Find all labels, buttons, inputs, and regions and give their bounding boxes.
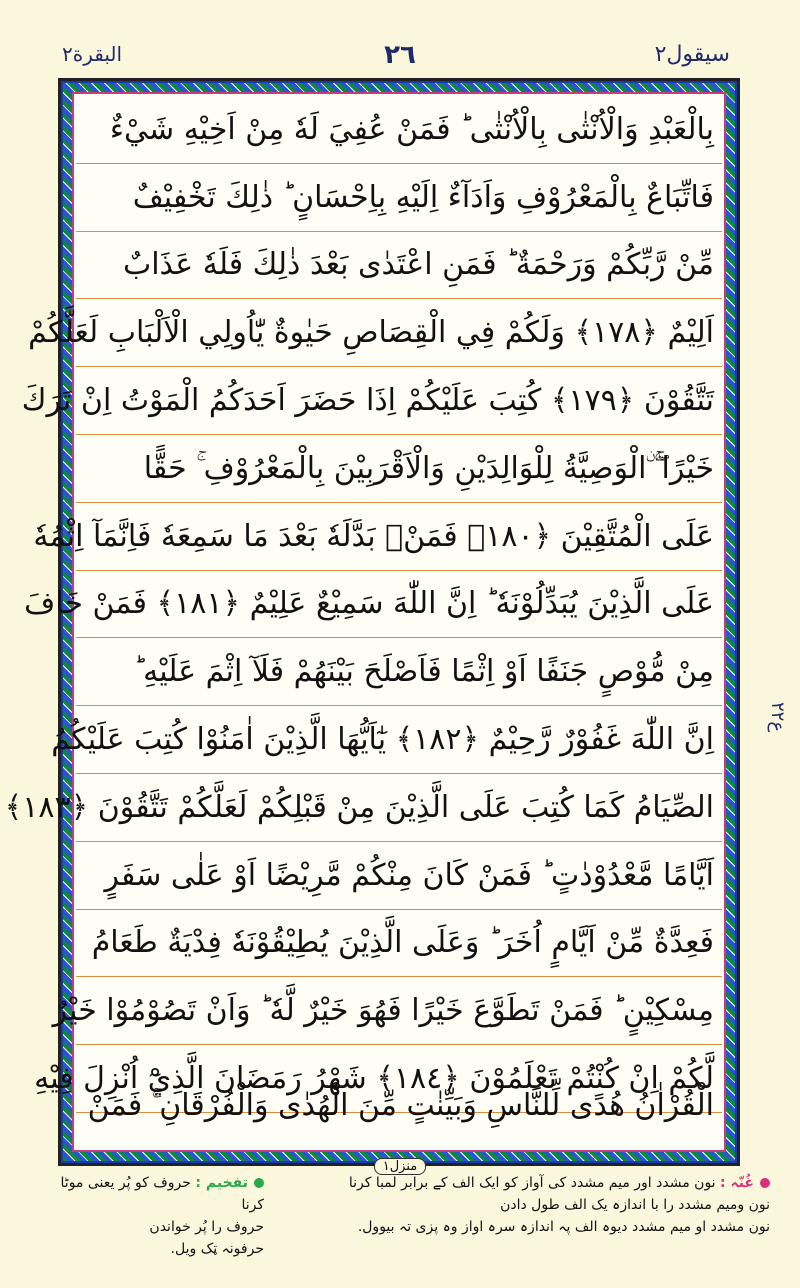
text-line: تَتَّقُوْنَ ﴿١٧٩﴾ كُتِبَ عَلَيْكُمْ اِذَا حَضَرَ اَحَدَكُمُ الْمَوْتُ اِنْ تَرَكَ (76, 367, 722, 435)
juz-name: سيقول٢ (654, 42, 730, 67)
ghunna-line: نون مشدد او میم مشدد دیوہ الف پہ اندازہ سرہ اواز وہ پزی تہ بیوول. (357, 1219, 770, 1235)
ghunna-line: نون ومیم مشدد را با اندازہ یک الف طول دادن (500, 1197, 770, 1213)
tafkheem-term: تفخیم : (195, 1175, 248, 1191)
green-dot-icon (254, 1178, 264, 1188)
manzil-label: منزل١ (0, 1155, 800, 1175)
ghunna-term: غُنّہ : (720, 1175, 754, 1191)
text-line: اَيَّامًا مَّعْدُوْدٰتٍ ؕ فَمَنْ كَانَ مِنْكُمْ مَّرِيْضًا اَوْ عَلٰى سَفَرٍ (76, 842, 722, 910)
pink-dot-icon (760, 1178, 770, 1188)
text-line: اِنَّ اللّٰهَ غَفُوْرٌ رَّحِيْمٌ ﴿١٨٢﴾ يٰٓاَيُّهَا الَّذِيْنَ اٰمَنُوْا كُتِبَ عَلَيْكُمُ (76, 706, 722, 774)
text-line: لَّكُمْ اِنْ كُنْتُمْ تَعْلَمُوْنَ ﴿١٨٤﴾ شَهْرُ رَمَضَانَ الَّذِيْٓ اُنْزِلَ فِيْهِ (76, 1045, 722, 1113)
page-header (0, 0, 800, 78)
ruku-marker: ع٢٢ (767, 701, 788, 733)
page-number: ٢٦ (384, 40, 416, 70)
tafkheem-note (44, 1172, 264, 1260)
ghunna-line: نون مشدد اور میم مشدد کی آواز کو ایک الف کے برابر لمبا کرنا (348, 1175, 716, 1191)
text-line: عَلَى الْمُتَّقِيْنَ ﴿١٨٠﴾ فَمَنْۢ بَدَّلَهٗ بَعْدَ مَا سَمِعَهٗ فَاِنَّمَآ اِثْمُهٗ (76, 503, 722, 571)
text-line: فَاتِّبَاعٌ بِالْمَعْرُوْفِ وَاَدَآءٌ اِلَيْهِ بِاِحْسَانٍ ؕ ذٰلِكَ تَخْفِيْفٌ (76, 164, 722, 232)
text-line: مِسْكِيْنٍ ؕ فَمَنْ تَطَوَّعَ خَيْرًا فَهُوَ خَيْرٌ لَّهٗ ؕ وَاَنْ تَصُوْمُوْا خَيْرٌ (76, 977, 722, 1045)
surah-name: البقرة٢ (62, 42, 123, 66)
text-line: عَلَى الَّذِيْنَ يُبَدِّلُوْنَهٗ ؕ اِنَّ اللّٰهَ سَمِيْعٌ عَلِيْمٌ ﴿١٨١﴾ فَمَنْ خَافَ (76, 571, 722, 639)
tafkheem-line: حرفونہ ټک ویل. (170, 1241, 264, 1257)
ghunna-note (340, 1172, 770, 1238)
text-line: الْقُرْاٰنُ هُدًى لِّلنَّاسِ وَبَيِّنٰتٍ مِّنَ الْهُدٰى وَالْفُرْقَانِ ۚ فَمَنْ (87, 1088, 714, 1123)
text-area (4, 96, 722, 1148)
tafkheem-line: حروف کو پُر یعنی موٹا کرنا (60, 1175, 264, 1213)
tafkheem-line: حروف را پُر خواندن (149, 1219, 264, 1235)
text-line: بِالْعَبْدِ وَالْاُنْثٰى بِالْاُنْثٰى ؕ فَمَنْ عُفِيَ لَهٗ مِنْ اَخِيْهِ شَيْءٌ (76, 96, 722, 164)
text-line: الصِّيَامُ كَمَا كُتِبَ عَلَى الَّذِيْنَ مِنْ قَبْلِكُمْ لَعَلَّكُمْ تَتَّقُوْنَ ﴿١٨٣﴾ (76, 774, 722, 842)
text-line: اَلِيْمٌ ﴿١٧٨﴾ وَلَكُمْ فِي الْقِصَاصِ حَيٰوةٌ يّٰاُولِي الْاَلْبَابِ لَعَلَّكُمْ (76, 299, 722, 367)
page-frame (4, 78, 740, 1166)
text-line: خَيْرًا ۖۚ ۨالْوَصِيَّةُ لِلْوَالِدَيْنِ وَالْاَقْرَبِيْنَ بِالْمَعْرُوْفِ ۚ حَقًّا (76, 435, 722, 503)
text-line: مِنْ مُّوْصٍ جَنَفًا اَوْ اِثْمًا فَاَصْلَحَ بَيْنَهُمْ فَلَآ اِثْمَ عَلَيْهِ ؕ (76, 638, 722, 706)
tajweed-footer (0, 1172, 800, 1288)
text-line: مِّنْ رَّبِّكُمْ وَرَحْمَةٌ ؕ فَمَنِ اعْتَدٰى بَعْدَ ذٰلِكَ فَلَهٗ عَذَابٌ (76, 232, 722, 300)
text-line: فَعِدَّةٌ مِّنْ اَيَّامٍ اُخَرَ ؕ وَعَلَى الَّذِيْنَ يُطِيْقُوْنَهٗ فِدْيَةٌ طَعَامُ (76, 910, 722, 978)
